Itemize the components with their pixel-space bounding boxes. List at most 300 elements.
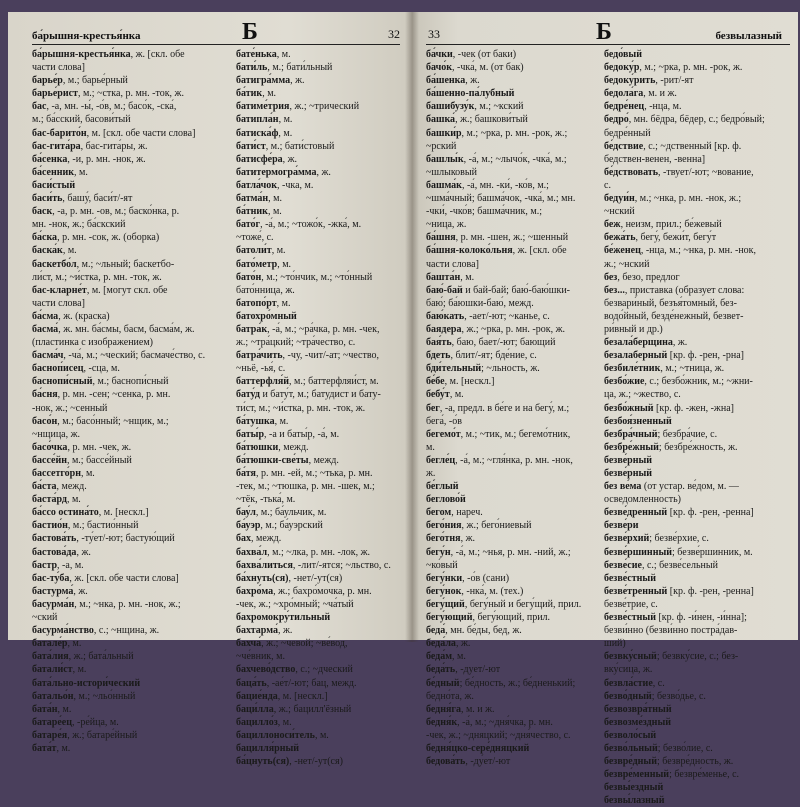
- dictionary-entry: [236, 454, 404, 467]
- entry-text: ~че́вник, м.: [236, 651, 285, 663]
- dictionary-entry: [604, 519, 790, 532]
- entry-text: , р. мн. -шен, ж.; ~шенный: [455, 232, 569, 244]
- entry-text: ; безбра́чие, с.: [657, 428, 718, 440]
- dictionary-entry: [32, 388, 228, 401]
- headword: бедола́га: [604, 88, 644, 100]
- dictionary-entry: [236, 755, 404, 768]
- entry-text: , -а́, м.; ~лычо́к, -чка́, м.;: [463, 153, 567, 165]
- dictionary-entry: [32, 532, 228, 545]
- entry-text: , приставка (образует слова:: [624, 284, 745, 296]
- dictionary-entry: [604, 127, 790, 140]
- entry-text: , м.: [274, 415, 289, 427]
- dictionary-entry: [236, 310, 404, 323]
- headword: бего́тня: [426, 533, 461, 545]
- entry-text: , -чу, -чит/-ат; ~чество,: [282, 350, 380, 362]
- dictionary-entry: [32, 179, 228, 192]
- dictionary-entry: [426, 624, 596, 637]
- headword: бате́нька: [236, 49, 277, 60]
- entry-text: ; бе́дность, ж.; бе́дненький;: [459, 677, 576, 689]
- entry-text: , башу́, баси́т/-ят: [62, 193, 133, 205]
- headword: бахча́: [236, 638, 262, 650]
- entry-text: осведомленность): [604, 494, 681, 506]
- headword: барье́р: [32, 75, 63, 87]
- headword: бедро́: [604, 114, 629, 126]
- entry-text: [кр. ф. -рен, -ренна]: [667, 507, 754, 519]
- headword: бати́ль: [236, 62, 268, 74]
- dictionary-entry: [32, 153, 228, 166]
- entry-text: , -ча́, м.; ~ческий; басмаче́ство, с.: [63, 350, 206, 362]
- dictionary-entry: [604, 74, 790, 87]
- dictionary-entry: [236, 61, 404, 74]
- entry-text: , нареч.: [451, 507, 483, 519]
- entry-text: , м.; ~лка, р. мн. -лок, ж.: [267, 546, 371, 558]
- entry-text: мн. -нок, ж.; ба́скский: [32, 219, 126, 231]
- entry-text: , м.: [277, 716, 292, 728]
- headword: ба́ссо остина́то: [32, 507, 99, 519]
- headword: бас-гита́ра: [32, 140, 81, 152]
- headword: безволо́сый: [604, 729, 657, 741]
- entry-text: , м.: [66, 494, 81, 506]
- dictionary-entry: [32, 598, 228, 611]
- entry-text: , -нет/-ут(ся): [289, 756, 343, 768]
- entry-columns: [426, 48, 790, 807]
- dictionary-entry: [604, 192, 790, 205]
- dictionary-entry: [426, 218, 596, 231]
- entry-text: , ж.: [465, 75, 480, 87]
- dictionary-entry: [426, 402, 596, 415]
- entry-text: с.: [604, 179, 611, 191]
- dictionary-entry: [604, 742, 790, 755]
- entry-text: , -чек (от баки): [452, 49, 517, 60]
- entry-text: , м.: [72, 664, 87, 676]
- headword: батипла́н: [236, 114, 279, 126]
- dictionary-entry: [236, 428, 404, 441]
- dictionary-entry: [426, 611, 596, 624]
- entry-text: , м.; ~нка, р. мн. -нок, ж.;: [74, 598, 181, 610]
- headword: батопо́рт: [236, 297, 277, 309]
- headword: бацие́нда: [236, 690, 278, 702]
- dictionary-entry: [426, 598, 596, 611]
- headword: бе́дствие: [604, 140, 644, 152]
- entry-text: , с.; ~дческий: [295, 664, 353, 676]
- dictionary-entry: [32, 506, 228, 519]
- entry-text: , -а́, м.; ~нья, р. мн. -ний, ж.;: [450, 546, 571, 558]
- dictionary-entry: [32, 127, 228, 140]
- dictionary-entry: [604, 87, 790, 100]
- entry-text: , м. [нескл.]: [277, 690, 328, 702]
- dictionary-entry: [32, 454, 228, 467]
- dictionary-entry: [426, 323, 596, 336]
- headword: ба́ста: [32, 481, 57, 493]
- dictionary-entry: [236, 663, 404, 676]
- dictionary-entry: [604, 624, 790, 637]
- dictionary-entry: [32, 336, 228, 349]
- dictionary-entry: [236, 349, 404, 362]
- headword: батальо́н: [32, 690, 74, 702]
- entry-text: безви́нно (безви́нно постра́дав-: [604, 625, 738, 637]
- dictionary-entry: [426, 74, 596, 87]
- headword: бацилло́з: [236, 716, 278, 728]
- headword: бегемо́т: [426, 428, 461, 440]
- headword: бассе́йн: [32, 454, 67, 466]
- headword: безве́стный: [604, 572, 656, 584]
- dictionary-entry: [32, 74, 228, 87]
- entry-text: ~ньё, -ья́, с.: [236, 363, 286, 375]
- dictionary-entry: [426, 100, 596, 113]
- entry-text: бедно́та, ж.: [426, 690, 474, 702]
- entry-text: , ж.; бахро́мочка, р. мн.: [273, 585, 372, 597]
- guide-word: безвылазный: [715, 30, 782, 42]
- entry-text: , мн. бёдра, бёдер, с.; бедро́вый;: [628, 114, 765, 126]
- dictionary-entry: [236, 258, 404, 271]
- dictionary-entry: [236, 140, 404, 153]
- entry-text: , -а́, м.; ~тожо́к, -жка́, м.: [260, 219, 362, 231]
- entry-text: , м.: [268, 193, 282, 205]
- dictionary-entry: [236, 742, 404, 755]
- headword: баск: [32, 206, 53, 218]
- entry-text: , м.; барье́рный: [62, 75, 128, 87]
- dictionary-entry: [32, 585, 228, 598]
- entry-text: ли́ст, м.; ~и́стка, р. мн. -ток, ж.: [32, 271, 162, 283]
- dictionary-entry: [236, 703, 404, 716]
- headword: ба́сенка: [32, 153, 68, 165]
- headword: бато́метр: [236, 258, 278, 270]
- entry-text: -чек, ж.; ~хро́мный; ~ча́тый: [236, 598, 354, 610]
- entry-text: ж.: [426, 468, 436, 479]
- dictionary-entry: [32, 402, 228, 415]
- dictionary-entry: [426, 690, 596, 703]
- entry-text: м.: [426, 441, 435, 453]
- entry-text: водо́йный, безде́нежный, безвет-: [604, 310, 744, 322]
- dictionary-entry: [32, 493, 228, 506]
- dictionary-entry: [426, 244, 596, 257]
- headword: безалаберный: [604, 350, 668, 362]
- dictionary-entry: [426, 375, 596, 388]
- entry-text: , м.; ~тница, ж.: [660, 363, 725, 375]
- headword: башта́н: [426, 271, 461, 283]
- dictionary-entry: [604, 388, 790, 401]
- dictionary-entry: [604, 493, 790, 506]
- entry-text: , м.; ~стка, р. мн. -ток, ж.: [77, 88, 184, 100]
- entry-text: , м. [скл. обе части слова]: [86, 127, 196, 139]
- dictionary-entry: [236, 127, 404, 140]
- entry-text: , -рит/-ят: [655, 75, 694, 87]
- headword: безвре́менный: [604, 769, 670, 781]
- headword: бедова́ть: [426, 756, 466, 768]
- headword: бато́г: [236, 219, 261, 231]
- entry-text: [кр. ф. -рен, -рна]: [667, 350, 744, 362]
- entry-text: бедствен-венен, -венна]: [604, 153, 706, 165]
- headword: бди́тельный: [426, 363, 482, 375]
- dictionary-entry: [32, 140, 228, 153]
- dictionary-entry: [426, 140, 596, 153]
- dictionary-entry: [604, 663, 790, 676]
- dictionary-entry: [32, 519, 228, 532]
- dictionary-entry: [236, 467, 404, 480]
- headword: басма́: [32, 323, 59, 335]
- dictionary-entry: [604, 716, 790, 729]
- headword: башлы́к: [426, 153, 464, 165]
- entry-text: -тек, м.; ~тюшка, р. мн. -шек, м.;: [236, 481, 375, 493]
- entry-text: , -а́, м.; ~гля́нка, р. мн. -нок,: [455, 454, 573, 466]
- entry-text: , баю, бает/-ют; бающий: [451, 337, 556, 349]
- headword: безве́ри: [604, 520, 639, 532]
- dictionary-entry: [236, 74, 404, 87]
- headword: безве́дренный: [604, 507, 668, 519]
- headword: бастурма́: [32, 585, 74, 597]
- headword: батаре́я: [32, 729, 68, 741]
- headword: баю́кать: [426, 310, 465, 322]
- entry-text: , -а, предл. в бе́ге и на бегу́, м.;: [439, 402, 570, 414]
- entry-text: , бегу́ющий, прил.: [472, 612, 551, 624]
- entry-text: ; ~льность, ж.: [481, 363, 540, 375]
- dictionary-entry: [604, 323, 790, 336]
- dictionary-entry: [604, 244, 790, 257]
- entry-text: и бату́т, м.; батудист и бату-: [259, 389, 381, 401]
- entry-text: , м.; ба́ульчик, м.: [255, 507, 327, 519]
- headword: ба́тушка: [236, 415, 275, 427]
- headword: бегу́ющий: [426, 612, 473, 624]
- headword: бегле́ц: [426, 454, 456, 466]
- headword: бахтарма́: [236, 625, 278, 637]
- headword: бата́льно-истори́ческий: [32, 677, 141, 689]
- entry-text: , -нца, м.: [644, 101, 682, 113]
- entry-text: , м.: [74, 166, 88, 178]
- entry-text: [кр. ф. -рен, -ренна]: [667, 585, 754, 597]
- dictionary-entry: [236, 532, 404, 545]
- dictionary-entry: [236, 519, 404, 532]
- headword: ба́уэр: [236, 520, 261, 532]
- dictionary-entry: [236, 506, 404, 519]
- dictionary-entry: [604, 637, 790, 650]
- headword: бедуи́н: [604, 193, 635, 205]
- dictionary-entry: [236, 415, 404, 428]
- entry-text: , м.: [452, 651, 466, 663]
- entry-text: , м.: [276, 49, 291, 60]
- headword: бассетго́рн: [32, 468, 81, 479]
- headword: ба́тя: [236, 468, 256, 479]
- entry-text: , ж. [скл. обе части слова]: [69, 572, 179, 584]
- dictionary-entry: [426, 153, 596, 166]
- entry-text: бега́, -о́в: [426, 415, 462, 427]
- headword: баснопи́сный: [32, 376, 93, 388]
- entry-text: -чек, ж.; ~дняцкий; ~дня́чество, с.: [426, 729, 571, 741]
- headword: ба́тюшки: [236, 441, 279, 453]
- dictionary-entry: [604, 755, 790, 768]
- entry-text: , -а и баты́р, -а́, м.: [264, 428, 340, 440]
- dictionary-entry: [32, 428, 228, 441]
- page-number: 33: [428, 27, 440, 41]
- dictionary-entry: [426, 179, 596, 192]
- entry-text: , межд.: [56, 481, 87, 493]
- dictionary-entry: [604, 179, 790, 192]
- dictionary-entry: [604, 690, 790, 703]
- left-page: [8, 12, 412, 768]
- dictionary-entry: [604, 297, 790, 310]
- entry-text: [кр. ф. -и́нен, -и́нна];: [655, 612, 747, 624]
- headword: ба́цнуть(ся): [236, 756, 290, 768]
- headword: батла́чок: [236, 179, 278, 191]
- headword: ба́шенно-па́лубный: [426, 88, 515, 100]
- headword: безбо́жие: [604, 376, 645, 388]
- entry-text: ти́ст, м.; ~и́стка, р. мн. -ток, ж.: [236, 402, 366, 414]
- dictionary-entry: [236, 480, 404, 493]
- headword: ба́хнуть(ся): [236, 572, 289, 584]
- entry-text: , ж.: [76, 546, 91, 558]
- entry-text: , м.: [267, 206, 282, 218]
- entry-text: , ж.; бего́ниевый: [461, 520, 532, 532]
- headword: бацилля́рный: [236, 742, 300, 754]
- headword: бас-ту́ба: [32, 572, 70, 584]
- entry-text: , -ре́йца, м.: [71, 716, 119, 728]
- dictionary-entry: [426, 205, 596, 218]
- dictionary-entry: [426, 113, 596, 126]
- entry-text: , ж.; бацилл'ёзный: [273, 703, 352, 715]
- headword: ба́рышня-крестья́нка: [32, 49, 131, 60]
- entry-text: м.; ба́сский, басови́тый: [32, 114, 131, 126]
- dictionary-entry: [604, 375, 790, 388]
- entry-text: , м.: [277, 258, 292, 270]
- headword: баси́ть: [32, 193, 63, 205]
- dictionary-entry: [236, 48, 404, 61]
- headword: беда́ть: [426, 664, 456, 676]
- entry-text: , ж.; бата́льный: [68, 651, 134, 663]
- dictionary-entry: [32, 323, 228, 336]
- dictionary-entry: [604, 205, 790, 218]
- dictionary-entry: [236, 113, 404, 126]
- headword: ба́сенник: [32, 166, 75, 178]
- entry-text: , м.; ~рка, р. мн. -рок, ж.: [639, 62, 743, 74]
- headword: басма́ч: [32, 350, 64, 362]
- dictionary-entry: [426, 258, 596, 271]
- headword: бегу́нки: [426, 572, 463, 584]
- dictionary-entry: [426, 585, 596, 598]
- headword: безве́стный: [604, 612, 656, 624]
- headword: безвре́дный: [604, 756, 657, 768]
- dictionary-entry: [426, 441, 596, 454]
- headword: бастр: [32, 559, 58, 571]
- dictionary-entry: [426, 559, 596, 572]
- dictionary-entry: [236, 284, 404, 297]
- entry-text: , ж.; ~трический: [289, 101, 360, 113]
- entry-text: , м. [нескл.]: [98, 507, 149, 519]
- dictionary-entry: [604, 794, 790, 807]
- entry-text: , м.; басо́нный; ~нщик, м.;: [57, 415, 169, 427]
- headword: басурма́нство: [32, 625, 94, 637]
- headword: бедоку́р: [604, 62, 640, 74]
- entry-text: ; безво́лие, с.: [657, 742, 713, 754]
- entry-text: , -и, р. мн. -нок, ж.: [67, 153, 146, 165]
- entry-text: вку́сица, ж.: [604, 664, 653, 676]
- dictionary-entry: [236, 205, 404, 218]
- headword: баста́рд: [32, 494, 67, 506]
- headword: баядера: [426, 323, 462, 335]
- headword: баскетбо́л: [32, 258, 77, 270]
- dictionary-entry: [426, 388, 596, 401]
- section-letter: Б: [242, 19, 258, 45]
- dictionary-entry: [236, 388, 404, 401]
- headword: баска́к: [32, 245, 63, 257]
- dictionary-entry: [426, 166, 596, 179]
- headword: башма́к: [426, 179, 462, 191]
- entry-text: , м.: [278, 127, 293, 139]
- dictionary-entry: [236, 493, 404, 506]
- dictionary-entry: [426, 310, 596, 323]
- headword: бахромокру́тильный: [236, 612, 331, 624]
- headword: бая́ть: [426, 337, 452, 349]
- dictionary-entry: [426, 703, 596, 716]
- headword: бегу́н: [426, 546, 451, 558]
- entry-text: ~ский: [32, 612, 58, 624]
- dictionary-entry: [236, 244, 404, 257]
- entry-column: [426, 48, 596, 807]
- headword: бе́дствовать: [604, 166, 659, 178]
- headword: башка́: [426, 114, 456, 126]
- dictionary-entry: [604, 585, 790, 598]
- headword: бегу́нок: [426, 585, 462, 597]
- headword: беглово́й: [426, 494, 466, 506]
- dictionary-entry: [236, 650, 404, 663]
- entry-text: ж.; ~тра́цкий; ~тра́чество, с.: [236, 337, 356, 349]
- entry-text: и бай-бай; баю́-баю́шки-: [462, 284, 571, 296]
- headword: баци́лла: [236, 703, 274, 715]
- dictionary-entry: [604, 153, 790, 166]
- dictionary-entry: [236, 153, 404, 166]
- dictionary-entry: [32, 690, 228, 703]
- headword: бежа́ть: [604, 232, 636, 244]
- entry-text: , -сца, м.: [83, 363, 120, 375]
- dictionary-entry: [604, 271, 790, 284]
- headword: бахро́ма: [236, 585, 274, 597]
- entry-text: , м.: [271, 245, 286, 257]
- dictionary-entry: [32, 729, 228, 742]
- dictionary-entry: [426, 48, 596, 61]
- entry-text: , м.; ~рка, р. мн. -рок, ж.;: [461, 127, 568, 139]
- entry-text: ; безве́ршинник, м.: [672, 546, 753, 558]
- dictionary-entry: [604, 559, 790, 572]
- headword: барье́рист: [32, 88, 78, 100]
- headword: бедня́к: [426, 716, 458, 728]
- headword: безбиле́тник: [604, 363, 661, 375]
- dictionary-entry: [604, 546, 790, 559]
- headword: безала́берщина: [604, 337, 673, 349]
- headword: ба́шня: [426, 232, 456, 244]
- entry-column: [32, 48, 228, 768]
- headword: безбра́чный: [604, 428, 658, 440]
- entry-text: , м.: [278, 114, 293, 126]
- entry-text: , неизм, прил.; бе́жевый: [620, 219, 722, 231]
- dictionary-entry: [604, 428, 790, 441]
- dictionary-entry: [32, 218, 228, 231]
- entry-text: , м. и ж.: [460, 703, 495, 715]
- dictionary-entry: [604, 166, 790, 179]
- headword: бегом: [426, 507, 452, 519]
- dictionary-entry: [426, 231, 596, 244]
- entry-text: , р. мн. -сен; ~сенка, р. мн.: [57, 389, 171, 401]
- dictionary-entry: [236, 598, 404, 611]
- headword: батитермогра́мма: [236, 166, 317, 178]
- entry-text: , м.; ~кский: [474, 101, 524, 113]
- headword: ба́тюшки-све́ты: [236, 454, 309, 466]
- entry-text: ~ница, ж.: [426, 219, 467, 231]
- headword: безвы́ездный: [604, 782, 664, 794]
- dictionary-entry: [32, 297, 228, 310]
- dictionary-entry: [604, 258, 790, 271]
- entry-text: , -ает/-ют; ~канье, с.: [464, 310, 550, 322]
- headword: баттерфля́й: [236, 376, 290, 388]
- entry-text: , -нца, м.; ~нка, р. мн. -нок,: [640, 245, 757, 257]
- entry-text: , ж.; батаре́йный: [67, 729, 138, 741]
